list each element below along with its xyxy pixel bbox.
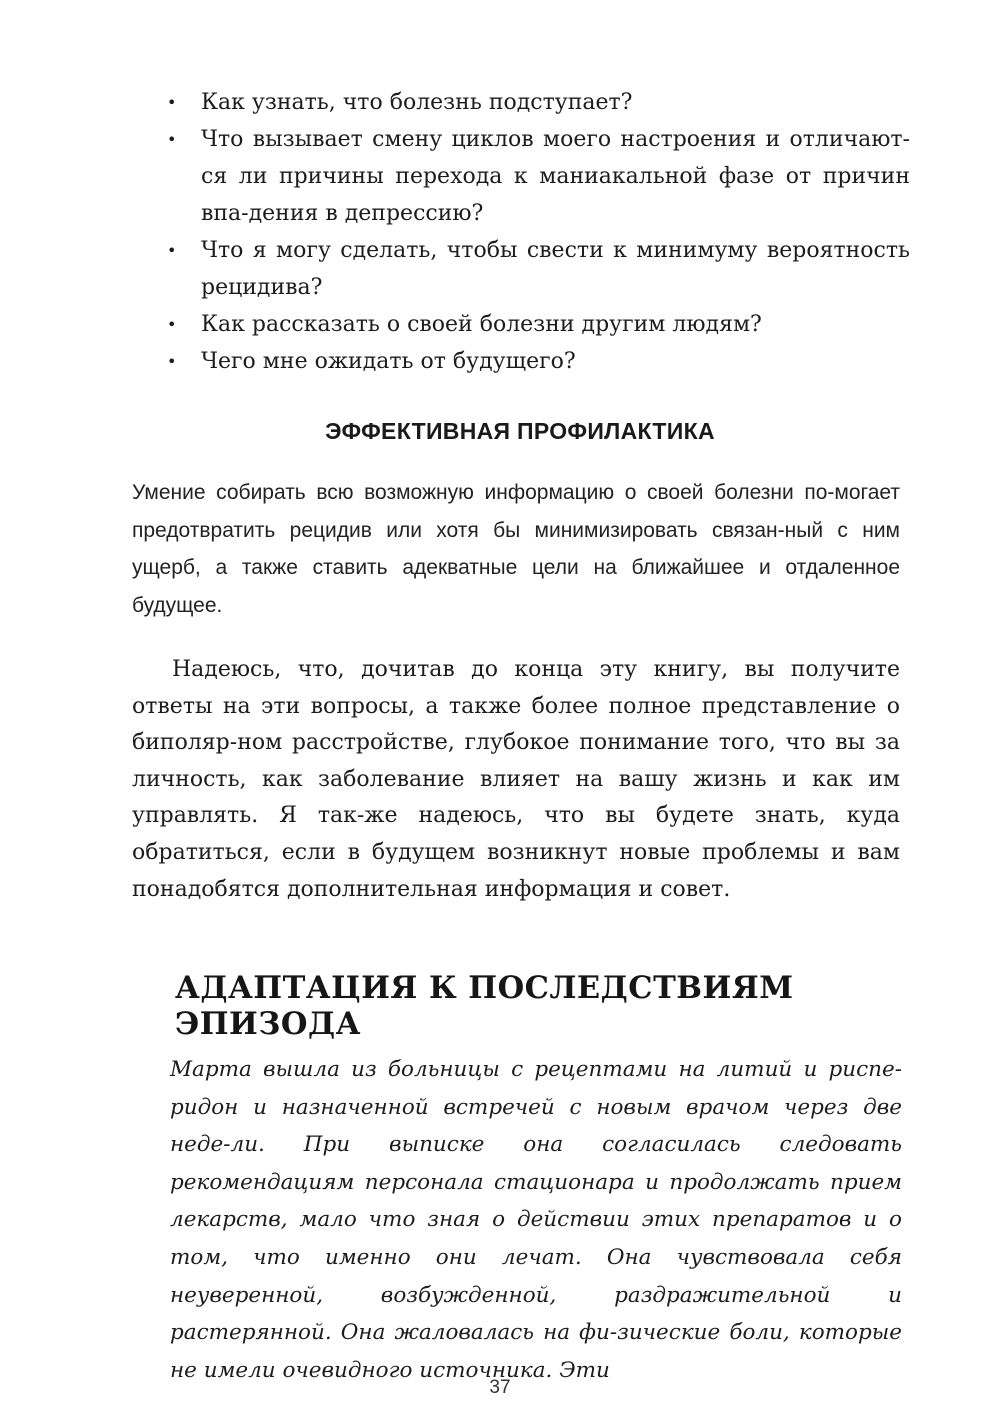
list-item <box>165 84 910 121</box>
bullet-icon: • <box>167 130 177 149</box>
bullet-text: Как рассказать о своей болезни другим людям? <box>201 312 762 337</box>
list-item <box>165 343 910 380</box>
list-item <box>165 306 910 343</box>
hope-paragraph: Надеюсь, что, дочитав до конца эту книгу, вы получите ответы на эти вопросы, а также более полное представление о биполяр-ном расстройстве, глубокое понимание того, что вы за личность, как заболевание влияет на вашу жизнь и как им управлять. Я так-же надеюсь, что вы будете знать, куда обратиться, если в будущем возникнут новые проблемы и вам понадобятся дополнительная информация и совет. <box>132 657 900 902</box>
page-number: 37 <box>489 1377 511 1398</box>
bullet-icon: • <box>167 315 177 334</box>
chapter-heading: АДАПТАЦИЯ К ПОСЛЕДСТВИЯМ ЭПИЗОДА <box>175 970 794 1042</box>
bullet-text: Что я могу сделать, чтобы свести к минимуму вероятность рецидива? <box>201 238 910 300</box>
case-study-paragraph: Марта вышла из больницы с рецептами на литий и риспе-ридон и назначенной встречей с новым врачом через две неде-ли. При выписке она согласилась следовать рекомендациям персонала стационара и продолжать прием лекарств, мало что зная о действии этих препаратов и о том, что именно они лечат. Она чувствовала себя неуверенной, возбужденной, раздражительной и растерянной. Она жаловалась на фи-зические боли, которые не имели очевидного источника. Эти <box>170 1057 902 1383</box>
bullet-icon: • <box>167 352 177 371</box>
section-heading: ЭФФЕКТИВНАЯ ПРОФИЛАКТИКА <box>325 418 715 444</box>
list-item <box>165 232 910 306</box>
bullet-icon: • <box>167 241 177 260</box>
bullet-text: Чего мне ожидать от будущего? <box>201 349 576 374</box>
question-list <box>165 84 910 380</box>
prevention-paragraph: Умение собирать всю возможную информацию о своей болезни по-могает предотвратить рецидив или хотя бы минимизировать связан-ный с ним ущерб, а также ставить адекватные цели на ближайшее и отдаленное будущее. <box>132 481 900 617</box>
bullet-text: Что вызывает смену циклов моего настроения и отличают-ся ли причины перехода к маниакальной фазе от причин впа-дения в депрессию? <box>201 127 910 226</box>
list-item <box>165 121 910 232</box>
bullet-icon: • <box>167 93 177 112</box>
bullet-text: Как узнать, что болезнь подступает? <box>201 90 633 115</box>
